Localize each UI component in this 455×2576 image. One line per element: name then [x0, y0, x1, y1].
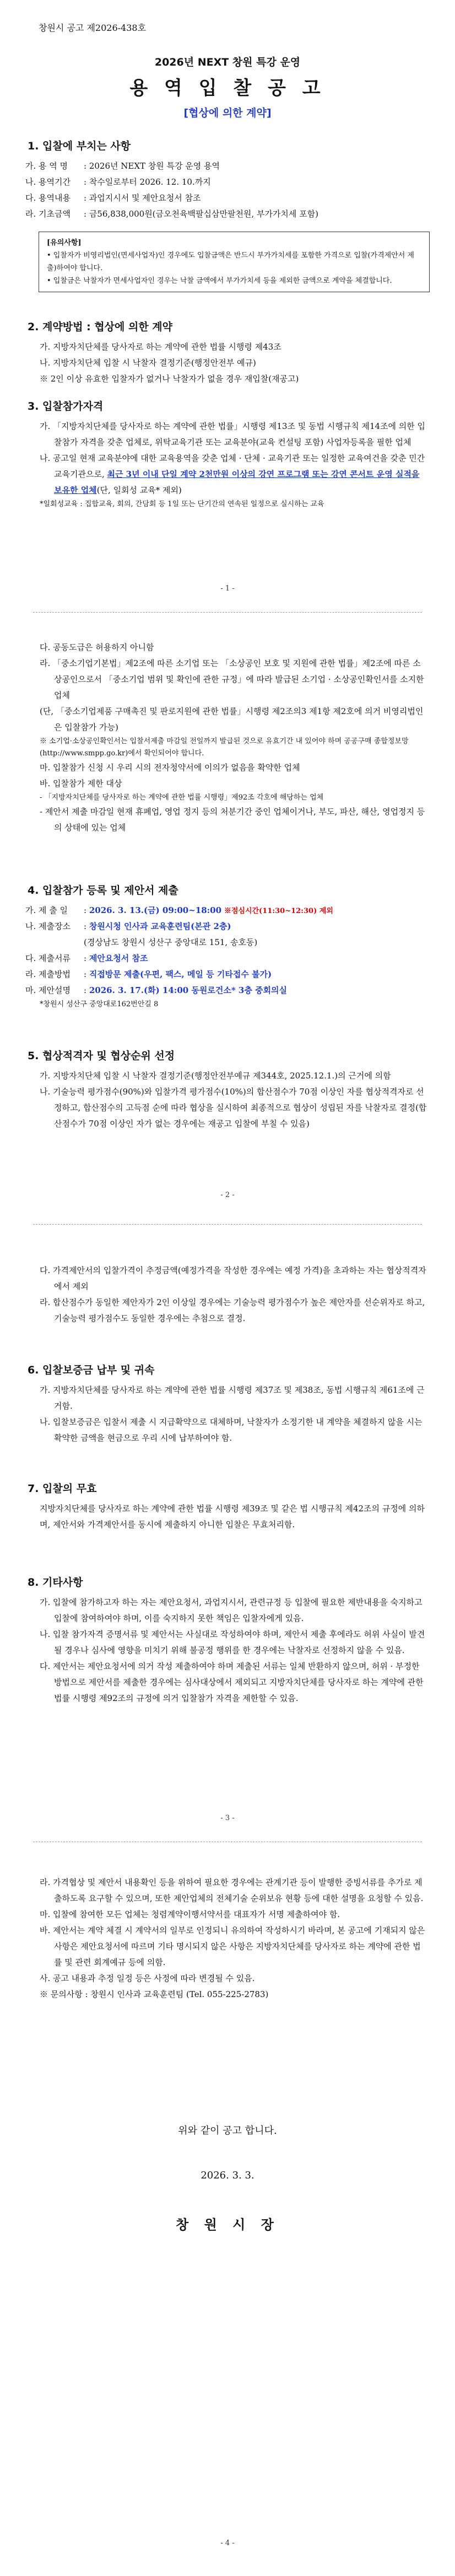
item-service-name: 가. 용 역 명 : 2026년 NEXT 창원 특강 운영 용역: [25, 161, 220, 171]
section-title: 7. 입찰의 무효: [28, 1483, 97, 1495]
item-submission-documents: 다. 제출서류 : 제안요청서 참조: [25, 953, 148, 963]
list-item: 라. 「중소기업기본법」제2조에 따른 소기업 또는 「소상공인 보호 및 지원에 관한 법률」제2조에 따른 소상공인으로서 「중소기업 범위 및 확인에 관한 규정」에 따라 발급된 소기업 · 소상공인확인서를 소지한 업체: [40, 658, 424, 700]
list-item: - 제안서 제출 마감일 현재 휴폐업, 영업 정지 등의 처분기간 중인 업체이거나, 부도, 파산, 해산, 영업정지 등의 상태에 있는 업체: [40, 807, 425, 833]
list-item: (단, 「중소기업제품 구매촉진 및 판로지원에 관한 법률」시행령 제2조의3 제1항 제2호에 의거 비영리법인은 입찰참가 가능): [40, 706, 424, 732]
page-divider: [33, 612, 422, 613]
item-base-amount: 라. 기초금액 : 금56,838,000원(금오천육백팔십삼만팔천원, 부가가치세 포함): [25, 209, 319, 219]
section-eligibility-cont: [28, 640, 427, 836]
note: *일회성교육 : 집합교육, 회의, 간담회 등 1일 또는 단기간의 연속된 일정으로 실시하는 교육: [40, 500, 324, 508]
section-negotiation-cont: [28, 1263, 427, 1327]
paragraph: 지방자치단체를 당사자로 하는 계약에 관한 법률 시행령 제39조 및 같은 법 시행규칙 제42조의 규정에 의하며, 제안서와 가격제안서를 동시에 제출하지 아니한 입찰은 무효처리함.: [40, 1504, 425, 1530]
item-service-content: 다. 용역내용 : 과업지시서 및 제안요청서 참조: [25, 193, 201, 203]
page-number: - 4 -: [220, 2539, 235, 2547]
list-item: 나. 기술능력 평가점수(90%)와 입찰가격 평가점수(10%)의 합산점수가 70점 이상인 자를 협상적격자로 선정하고, 합산점수의 고득점 순에 따라 협상을 실시하여 최종적으로 협상이 성립된 자를 낙찰자로 결정(합산점수가 70점 이상인 자가 없는 경우에는 재공고 입찰에 부칠 수 있음): [40, 1087, 427, 1129]
caution-line: • 입찰금은 낙찰자가 면세사업자인 경우는 낙찰 금액에서 부가가치세 등을 제외한 금액으로 계약을 체결합니다.: [47, 277, 392, 285]
page-divider: [33, 1224, 422, 1225]
list-item: 라. 합산점수가 동일한 제안자가 2인 이상일 경우에는 기술능력 평가점수가 높은 제안자를 선순위자로 하고, 기술능력 평가점수도 동일한 경우에는 추첨으로 결정.: [40, 1297, 425, 1323]
list-item: 나. 공고일 현재 교육분야에 대한 교육용역을 갖춘 업체 · 단체 · 교육기관 또는 일정한 교육여건을 갖춘 민간 교육기관으로, 최근 3년 이내 단일 계약 2천만원 이상의 강연 프로그램 또는 강연 콘서트 운영 실적을 보유한 업체(단, 일회성 교육* 제외): [40, 453, 425, 495]
item-submission-date: 가. 제 출 일 : 2026. 3. 13.(금) 09:00~18:00 ※점심시간(11:30~12:30) 제외: [25, 905, 333, 915]
list-item: 다. 가격제안서의 입찰가격이 추정금액(예정가격을 작성한 경우에는 예정 가격)을 초과하는 자는 협상적격자에서 제외: [40, 1265, 426, 1291]
contract-type-label: [협상에 의한 계약]: [183, 107, 272, 119]
section-misc-cont: [28, 1875, 427, 2003]
notice-date: 2026. 3. 3.: [201, 2170, 254, 2181]
list-item: 가. 지방자치단체를 당사자로 하는 계약에 관한 법률 시행령 제43조: [40, 342, 281, 352]
section-invalid-bid: [28, 1480, 427, 1533]
section-bid-items: [25, 138, 427, 222]
list-item: 나. 지방자치단체 입찰 시 낙찰자 결정기준(행정안전부 예규): [40, 358, 256, 368]
list-item: 다. 제안서는 제안요청서에 의거 작성 제출하여야 하며 제출된 서류는 일체 반환하지 않으며, 허위 · 부정한 방법으로 제안서를 제출한 경우에는 심사대상에서 제외되고 지방자치단체를 당사자로 하는 계약에 관한 법률 시행령 제92조의 규정에 의거 입찰참가 자격을 제한할 수 있음.: [40, 1661, 424, 1703]
list-item: 가. 지방자치단체 입찰 시 낙찰자 결정기준(행정안전부예규 제344호, 2025.12.1.)의 근거에 의함: [40, 1071, 391, 1081]
note: *창원시 성산구 중앙대로162번안길 8: [40, 1000, 159, 1008]
list-item: 나. 입찰보증금은 입찰서 제출 시 지급확약으로 대체하며, 낙찰자가 소정기한 내 계약을 체결하지 않을 시는 확약한 금액을 현금으로 우리 시에 납부하여야 함.: [40, 1417, 422, 1443]
closing-statement: 위와 같이 공고 합니다.: [178, 2125, 277, 2137]
section-misc: [28, 1574, 427, 1706]
list-item: 바. 입찰참가 제한 대상: [40, 779, 122, 788]
item-proposal-presentation: 마. 제안설명 : 2026. 3. 17.(화) 14:00 동원로건소* 3층 중회의실: [25, 985, 288, 995]
list-item: 가. 지방자치단체를 당사자로 하는 계약에 관한 법률 시행령 제37조 및 제38조, 동법 시행규칙 제61조에 근거함.: [40, 1385, 425, 1411]
section-submission: [25, 882, 427, 1011]
section-title: 4. 입찰참가 등록 및 제안서 제출: [28, 884, 178, 897]
list-item: 마. 입찰에 참여한 모든 업체는 청렴계약이행서약서를 대표자가 서명 제출하여야 함.: [40, 1909, 340, 1919]
item-submission-address: (경상남도 창원시 성산구 중앙대로 151, 송호동): [84, 937, 258, 947]
issuer-signature: 창 원 시 장: [176, 2217, 279, 2232]
notice-number: 창원시 공고 제2026-438호: [39, 23, 147, 33]
page-number: - 2 -: [220, 1191, 235, 1199]
list-item: 가. 입찰에 참가하고자 하는 자는 제안요청서, 과업지시서, 관련규정 등 입찰에 필요한 제반내용을 숙지하고 입찰에 참여하여야 하며, 이를 숙지하지 못한 책임은 입찰자에게 있음.: [40, 1597, 422, 1623]
item-submission-method: 라. 제출방법 : 직접방문 제출(우편, 팩스, 메일 등 기타접수 불가): [25, 969, 272, 979]
caution-line: • 입찰자가 비영리법인(면세사업자)인 경우에도 입찰금액은 반드시 부가가치세를 포함한 가격으로 입찰(가격제안서 제출)하여야 합니다.: [47, 251, 414, 272]
caution-box: [39, 232, 430, 292]
note: - 「지방자치단체를 당사자로 하는 계약에 관한 법률 시행령」제92조 각호에 해당하는 업체: [40, 793, 324, 802]
section-bid-bond: [28, 1362, 427, 1446]
page-number: - 1 -: [220, 584, 235, 593]
highlight-requirement: 최근 3년 이내 단일 계약 2천만원 이상의 강연 프로그램 또는 강연 콘서트 운영 실적을 보유한 업체: [54, 469, 420, 495]
section-title: 5. 협상적격자 및 협상순위 선정: [28, 1050, 175, 1062]
contact-info: ※ 문의사항 : 창원시 인사과 교육훈련팀 (Tel. 055-225-2783): [40, 1989, 269, 1999]
item-service-period: 나. 용역기간 : 착수일로부터 2026. 12. 10.까지: [25, 177, 211, 187]
section-title: 6. 입찰보증금 납부 및 귀속: [28, 1364, 155, 1376]
section-negotiation: [28, 1048, 427, 1132]
list-item: 바. 제안서는 계약 체결 시 계약서의 일부로 인정되니 유의하여 작성하시기 바라며, 본 공고에 기재되지 않은 사항은 제안요청서에 따르며 기타 명시되지 않은 사항은 지방자치단체를 당사자로 하는 계약에 관한 법률 및 관련 회계예규 등에 의함.: [40, 1925, 425, 1967]
document-title: 용 역 입 찰 공 고: [129, 77, 326, 99]
caution-title: [유의사항]: [47, 239, 82, 247]
list-item: 가. 「지방자치단체를 당사자로 하는 계약에 관한 법률」시행령 제13조 및 동법 시행규칙 제14조에 의한 입찰참가 자격을 갖춘 업체로, 위탁교육기관 또는 교육분야(교육 컨설팅 포함) 사업자등록을 필한 업체: [40, 421, 426, 447]
list-item: ※ 2인 이상 유효한 입찰자가 없거나 낙찰자가 없을 경우 재입찰(재공고): [40, 374, 299, 384]
section-eligibility: [28, 398, 427, 511]
section-contract-method: [28, 319, 427, 387]
list-item: 나. 입찰 참가자격 증명서류 및 제안서는 사실대로 작성하여야 하며, 제안서 제출 후에라도 허위 사실이 발견될 경우나 심사에 영향을 미치기 위해 불공정 행위를 한 경우에는 낙찰자로 선정하지 않을 수 있음.: [40, 1629, 425, 1655]
section-title: 2. 계약방법 : 협상에 의한 계약: [28, 321, 173, 333]
page-number: - 3 -: [220, 1814, 235, 1822]
list-item: 라. 가격협상 및 제안서 내용확인 등을 위하여 필요한 경우에는 관계기관 등이 발행한 증빙서류를 추가로 제출하도록 요구할 수 있으며, 또한 제안업체의 전체기술 순위보유 현황 등에 대한 설명을 요청할 수 있음.: [40, 1877, 424, 1903]
section-title: 3. 입찰참가자격: [28, 400, 104, 412]
list-item: 다. 공동도급은 허용하지 아니함: [40, 642, 154, 652]
document-subtitle: 2026년 NEXT 창원 특강 운영: [154, 56, 301, 68]
list-item: 마. 입찰참가 신청 시 우리 시의 전자청약서에 이의가 없음을 확약한 업체: [40, 763, 300, 772]
item-submission-place: 나. 제출장소 : 창원시청 인사과 교육훈련팀(본관 2층): [25, 921, 231, 931]
section-title: 8. 기타사항: [28, 1576, 83, 1588]
note: ※ 소기업·소상공인확인서는 입찰서제출 마감일 전일까지 발급된 것으로 유효기간 내 있어야 하며 공공구매 종합정보망(http://www.smpp.go.kr)에서 확인되어야 합니다.: [40, 737, 409, 758]
list-item: 사. 공고 내용과 추정 일정 등은 사정에 따라 변경될 수 있음.: [40, 1973, 255, 1983]
section-title: 1. 입찰에 부치는 사항: [28, 140, 131, 152]
